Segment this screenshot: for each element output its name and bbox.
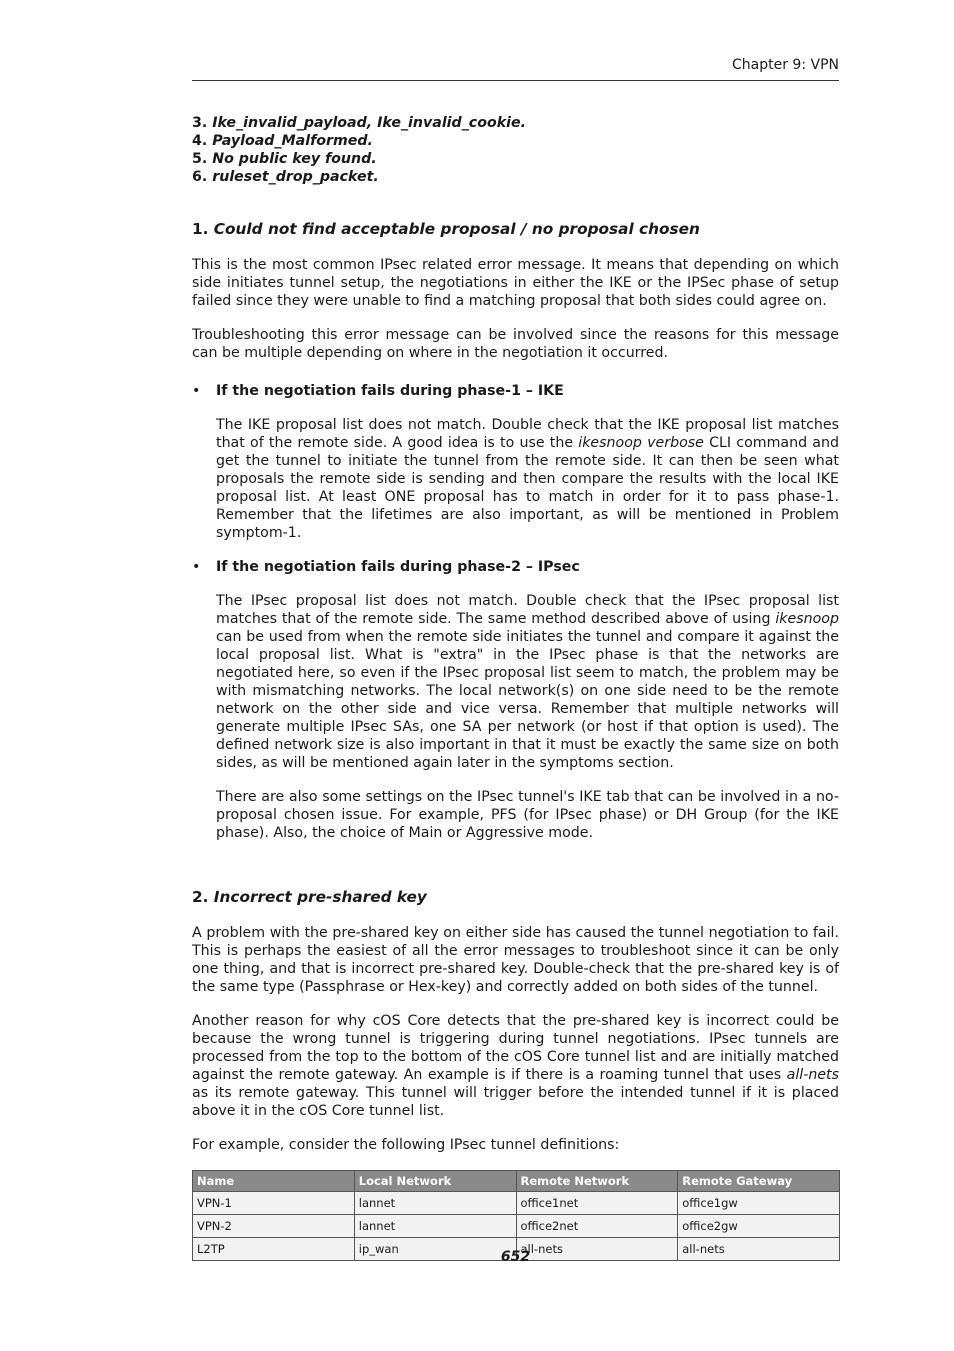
table-cell: office1net xyxy=(516,1192,678,1215)
error-list xyxy=(192,114,839,186)
section-heading-proposal: 1. Could not find acceptable proposal / no proposal chosen xyxy=(192,220,700,238)
table-row xyxy=(193,1215,840,1238)
list-item: 3. Ike_invalid_payload, Ike_invalid_cookie. xyxy=(192,115,527,131)
bullet-item-phase1: • If the negotiation fails during phase-1 – IKE xyxy=(192,383,564,399)
paragraph: For example, consider the following IPsec tunnel definitions: xyxy=(192,1137,620,1153)
column-header: Local Network xyxy=(354,1171,516,1192)
table-cell: all-nets xyxy=(678,1238,840,1261)
table-cell: office2gw xyxy=(678,1215,840,1238)
table-cell: office2net xyxy=(516,1215,678,1238)
paragraph: The IKE proposal list does not match. Double check that the IKE proposal list matches that of the remote side. A good idea is to use the ikesnoop verbose CLI command and get the tunnel to initiate the tunnel from the remote side. It can then be seen what proposals the remote side is sending and then compare the results with the local IKE proposal list. At least ONE proposal has to match in order for it to pass phase-1. Remember that the lifetimes are also important, as will be mentioned in Problem symptom-1. xyxy=(216,417,839,541)
table-cell: VPN-1 xyxy=(193,1192,355,1215)
paragraph: This is the most common IPsec related error message. It means that depending on which side initiates tunnel setup, the negotiations in either the IKE or the IPSec phase of setup failed since they were unable to find a matching proposal that both sides could agree on. xyxy=(192,257,839,309)
table-cell: all-nets xyxy=(516,1238,678,1261)
column-header: Name xyxy=(193,1171,355,1192)
table-cell: lannet xyxy=(354,1215,516,1238)
header-rule xyxy=(192,80,839,81)
page-content xyxy=(192,114,839,1261)
bullet-item-phase2: • If the negotiation fails during phase-2 – IPsec xyxy=(192,559,580,575)
column-header: Remote Gateway xyxy=(678,1171,840,1192)
bullet-icon: • xyxy=(192,383,201,399)
paragraph: The IPsec proposal list does not match. Double check that the IPsec proposal list matches that of the remote side. The same method described above of using ikesnoop can be used from when the remote side initiates the tunnel and compare it against the local proposal list. What is "extra" in the IPsec phase is that the networks are negotiated here, so even if the IPsec proposal list seem to match, the problem may be with mismatching networks. The local network(s) on one side need to be the remote network on the other side and vice versa. Remember that multiple networks will generate multiple IPsec SAs, one SA per network (or host if that option is used). The defined network size is also important in that it must be exactly the same size on both sides, as will be mentioned again later in the symptoms section. xyxy=(216,593,839,771)
paragraph: A problem with the pre-shared key on either side has caused the tunnel negotiation to fail. This is perhaps the easiest of all the error messages to troubleshoot since it can be only one thing, and that is incorrect pre-shared key. Double-check that the pre-shared key is of the same type (Passphrase or Hex-key) and correctly added on both sides of the tunnel. xyxy=(192,925,839,995)
paragraph: There are also some settings on the IPsec tunnel's IKE tab that can be involved in a no-proposal chosen issue. For example, PFS (for IPsec phase) or DH Group (for the IKE phase). Also, the choice of Main or Aggressive mode. xyxy=(216,789,839,841)
table-cell: VPN-2 xyxy=(193,1215,355,1238)
paragraph: Another reason for why cOS Core detects that the pre-shared key is incorrect could be because the wrong tunnel is triggering during tunnel negotiations. IPsec tunnels are processed from the top to the bottom of the cOS Core tunnel list and are initially matched against the remote gateway. An example is if there is a roaming tunnel that uses all-nets as its remote gateway. This tunnel will trigger before the intended tunnel if it is placed above it in the cOS Core tunnel list. xyxy=(192,1013,839,1119)
column-header: Remote Network xyxy=(516,1171,678,1192)
table-header-row xyxy=(193,1171,840,1192)
table-row xyxy=(193,1192,840,1215)
list-item: 4. Payload_Malformed. xyxy=(192,133,373,149)
table-cell: ip_wan xyxy=(354,1238,516,1261)
page-number: 652 xyxy=(500,1249,531,1265)
section-heading-psk: 2. Incorrect pre-shared key xyxy=(192,888,427,906)
list-item: 6. ruleset_drop_packet. xyxy=(192,169,379,185)
table-cell: L2TP xyxy=(193,1238,355,1261)
list-item: 5. No public key found. xyxy=(192,151,377,167)
paragraph: Troubleshooting this error message can be involved since the reasons for this message can be multiple depending on where in the negotiation it occurred. xyxy=(192,327,839,361)
table-cell: office1gw xyxy=(678,1192,840,1215)
running-header: Chapter 9: VPN xyxy=(732,57,839,73)
table-cell: lannet xyxy=(354,1192,516,1215)
bullet-icon: • xyxy=(192,559,201,575)
